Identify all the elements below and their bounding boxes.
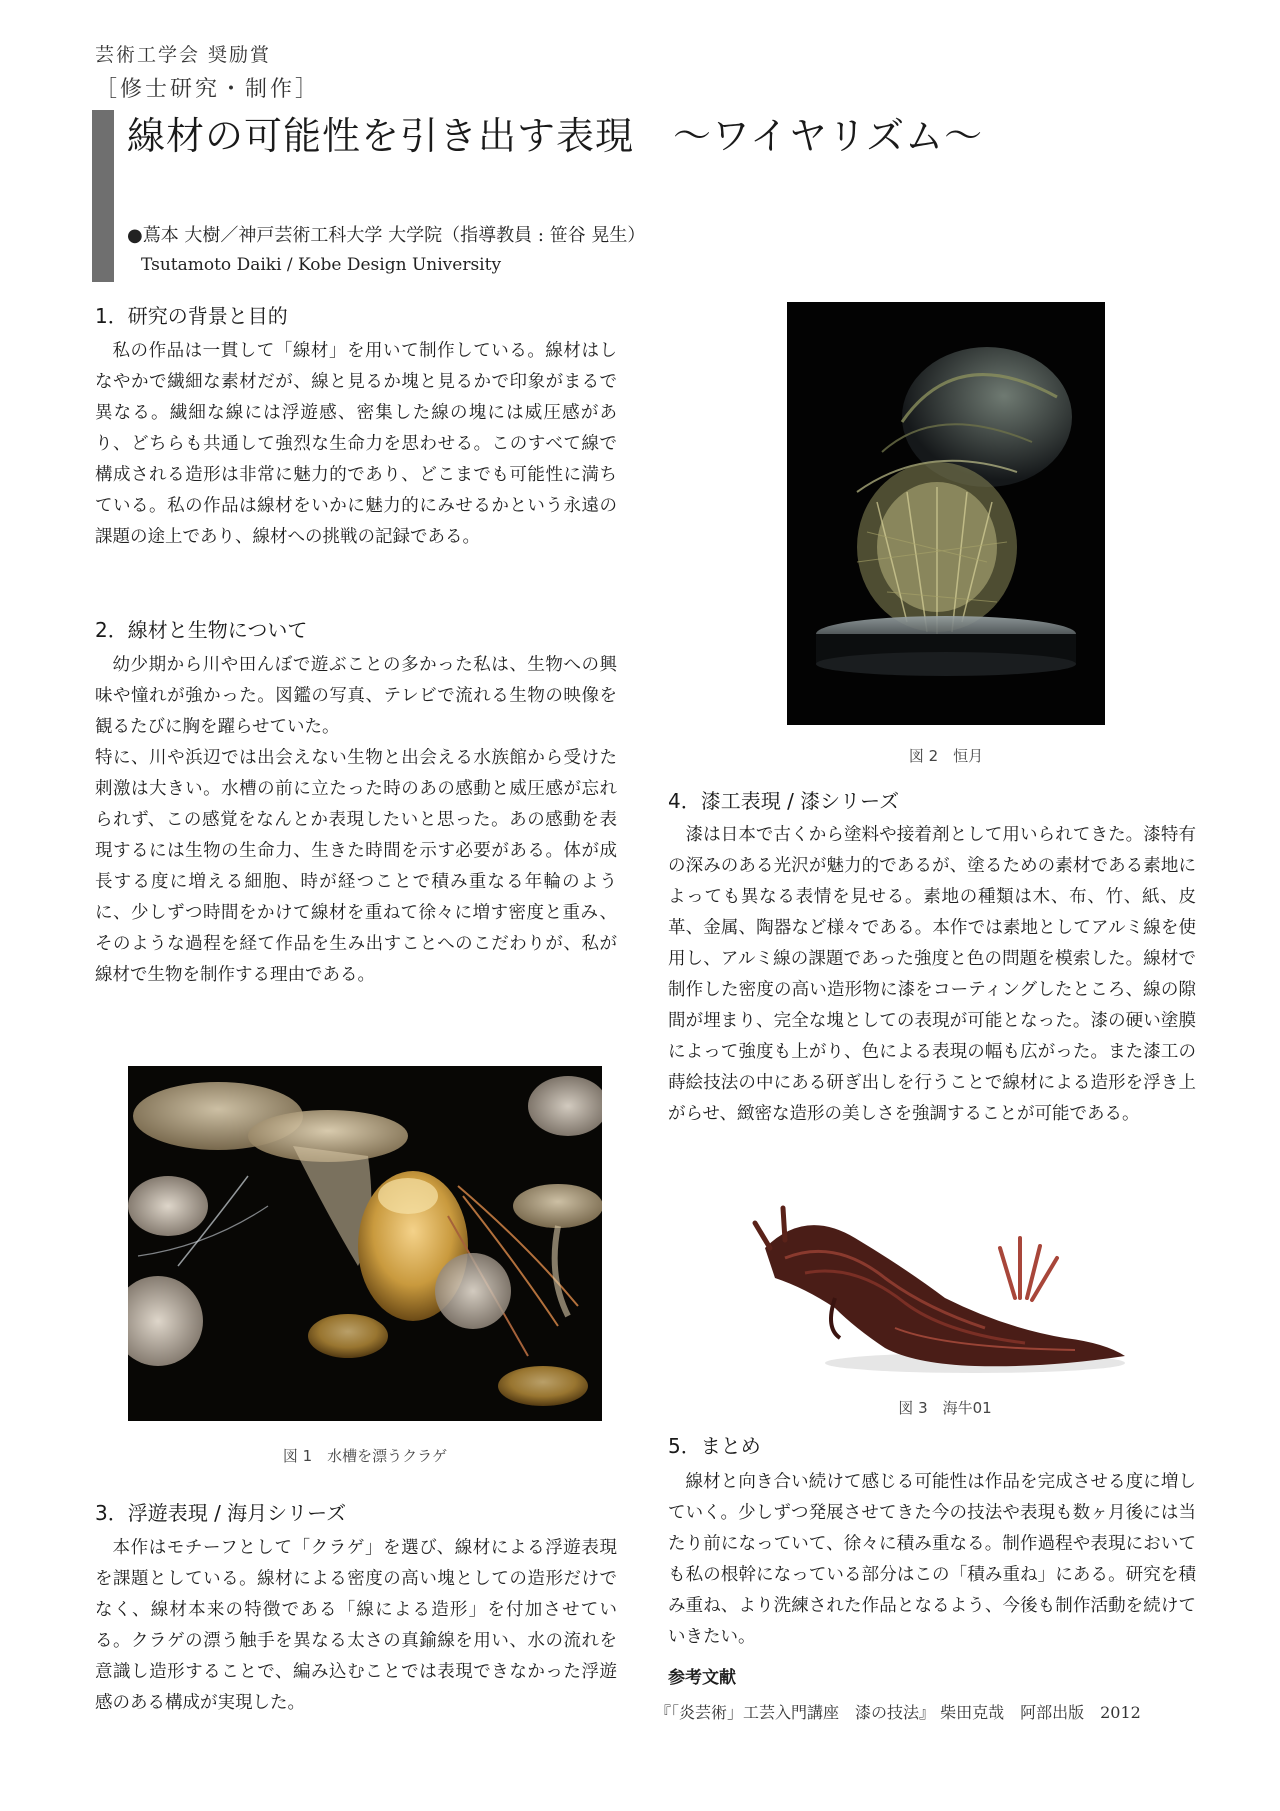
section-2-heading: 2．線材と生物について <box>95 618 308 642</box>
figure-3-caption: 図 3 海牛01 <box>898 1399 992 1417</box>
section-5-heading: 5．まとめ <box>668 1434 761 1458</box>
paragraph: 本作はモチーフとして「クラゲ」を選び、線材による浮遊表現を課題としている。線材による密度の高い塊としての造形だけでなく、線材本来の特徴である「線による造形」を付加させている。クラゲの漂う触手を異なる太さの真鍮線を用い、水の流れを意識し造形することで、編み込むことでは表現できなかった浮遊感のある構成が実現した。 <box>95 1538 617 1713</box>
section-1-body <box>95 336 617 553</box>
figure-2-caption: 図 2 恒月 <box>908 747 984 765</box>
section-3-body <box>95 1533 617 1719</box>
reference-item: 『「炎芸術」工芸入門講座 漆の技法』 柴田克哉 阿部出版 2012 <box>655 1703 1141 1722</box>
wire-jellyfish-image <box>787 302 1105 725</box>
section-4-body <box>668 820 1196 1130</box>
paragraph: 漆は日本で古くから塗料や接着剤として用いられてきた。漆特有の深みのある光沢が魅力的であるが、塗るための素材である素地によっても異なる表情を見せる。素地の種類は木、布、竹、紙、皮革、金属、陶器など様々である。本作では素地としてアルミ線を使用し、アルミ線の課題であった強度と色の問題を模索した。線材で制作した密度の高い造形物に漆をコーティングしたところ、線の隙間が埋まり、完全な塊としての表現が可能となった。漆の硬い塗膜によって強度も上がり、色による表現の幅も広がった。また漆工の蒔絵技法の中にある研ぎ出しを行うことで線材による造形を浮き上がらせ、緻密な造形の美しさを強調することが可能である。 <box>668 825 1196 1124</box>
figure-3-sculpture-photo <box>745 1178 1145 1383</box>
page-title: 線材の可能性を引き出す表現 〜ワイヤリズム〜 <box>127 114 984 158</box>
paragraph: 私の作品は一貫して「線材」を用いて制作している。線材はしなやかで繊細な素材だが、線と見るか塊と見るかで印象がまるで異なる。繊細な線には浮遊感、密集した線の塊には威圧感があり、どちらも共通して強烈な生命力を思わせる。このすべて線で構成される造形は非常に魅力的であり、どこまでも可能性に満ちている。私の作品は線材をいかに魅力的にみせるかという永遠の課題の途上であり、線材への挑戦の記録である。 <box>95 341 617 547</box>
paragraph: 特に、川や浜辺では出会えない生物と出会える水族館から受けた刺激は大きい。水槽の前に立たった時のあの感動と威圧感が忘れられず、この感覚をなんとか表現したいと思った。あの感動を表現するには生物の生命力、生きた時間を示す必要がある。体が成長する度に増える細胞、時が経つことで積み重なる年輪のように、少しずつ時間をかけて線材を重ねて徐々に増す密度と重み、そのような過程を経て作品を生み出すことへのこだわりが、私が線材で生物を制作する理由である。 <box>95 748 617 985</box>
award-label: 芸術工学会 奨励賞 <box>95 44 272 66</box>
author-japanese: ●蔦本 大樹／神戸芸術工科大学 大学院（指導教員 : 笹谷 晃生） <box>127 225 646 246</box>
section-5-body <box>668 1467 1196 1653</box>
paragraph: 幼少期から川や田んぼで遊ぶことの多かった私は、生物への興味や憧れが強かった。図鑑の写真、テレビで流れる生物の映像を観るたびに胸を躍らせていた。 <box>95 655 617 737</box>
section-2-body <box>95 650 617 991</box>
paragraph: 線材と向き合い続けて感じる可能性は作品を完成させる度に増していく。少しずつ発展させてきた今の技法や表現も数ヶ月後には当たり前になっていて、徐々に積み重なる。制作過程や表現においても私の根幹になっている部分はこの「積み重ね」にある。研究を積み重ね、より洗練された作品となるよう、今後も制作活動を続けていきたい。 <box>668 1472 1196 1647</box>
jellyfish-image <box>128 1066 602 1421</box>
section-3-heading: 3．浮遊表現 / 海月シリーズ <box>95 1501 347 1525</box>
author-english: Tsutamoto Daiki / Kobe Design University <box>141 255 502 275</box>
figure-2-sculpture-photo <box>787 302 1105 725</box>
references-heading: 参考文献 <box>668 1668 736 1688</box>
sea-slug-image <box>745 1178 1145 1383</box>
section-1-heading: 1．研究の背景と目的 <box>95 304 288 328</box>
figure-1-jellyfish-photo <box>128 1066 602 1421</box>
category-label: ［修士研究・制作］ <box>95 77 321 102</box>
title-accent-bar <box>92 110 114 282</box>
section-4-heading: 4．漆工表現 / 漆シリーズ <box>668 789 900 813</box>
figure-1-caption: 図 1 水槽を漂うクラゲ <box>282 1447 448 1465</box>
